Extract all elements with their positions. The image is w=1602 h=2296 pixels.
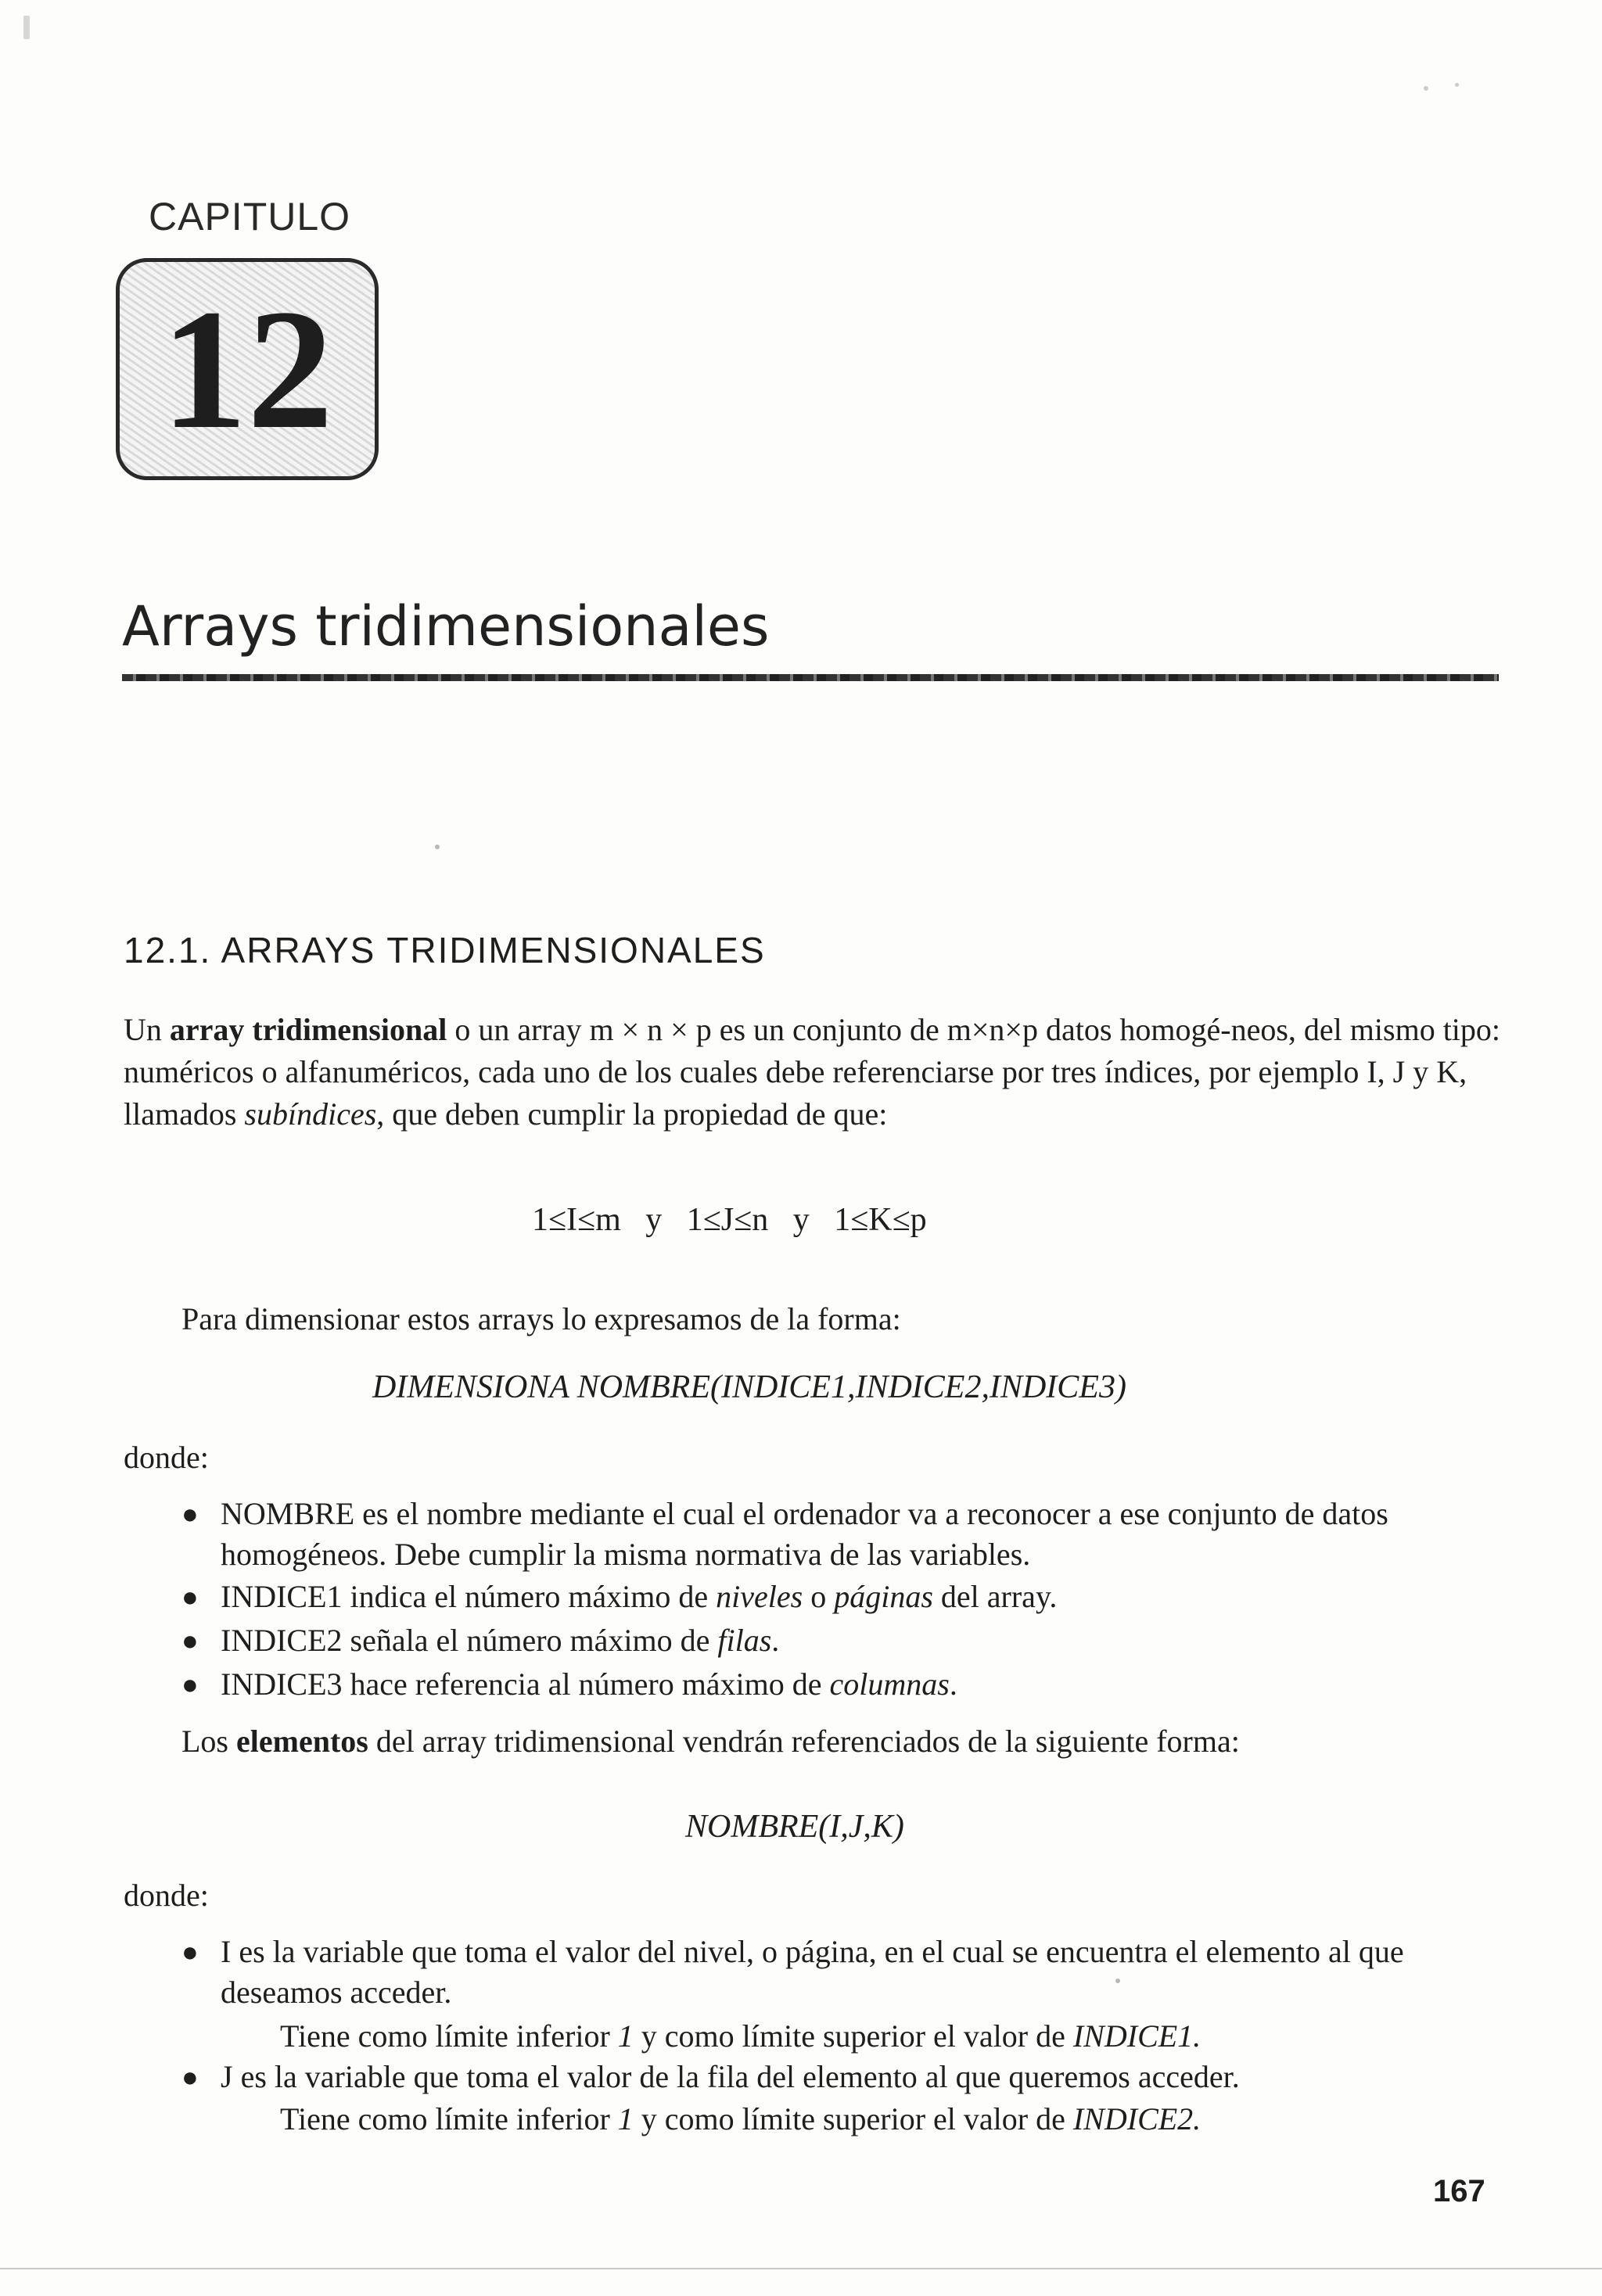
chapter-label: CAPITULO: [149, 195, 351, 239]
elements-text: Los: [181, 1724, 236, 1759]
dimension-formula: DIMENSIONA NOMBRE(INDICE1,INDICE2,INDICE3): [372, 1369, 1126, 1405]
bullet-text: .: [771, 1623, 780, 1658]
bullet-text: o: [803, 1579, 835, 1614]
list-item: [181, 2057, 1511, 2097]
scan-speck: [1455, 83, 1459, 87]
intro-paragraph: [124, 1009, 1516, 1135]
scan-speck: [1424, 86, 1428, 91]
elements-text: del array tridimensional vendrán referenciados de la siguiente forma:: [368, 1724, 1240, 1759]
section-heading: 12.1. ARRAYS TRIDIMENSIONALES: [124, 930, 766, 970]
bullet-dot: ●: [181, 1581, 199, 1613]
list-item: [181, 1664, 1511, 1705]
bottom-rule: [0, 2268, 1602, 2269]
subline-value: 1: [617, 2018, 634, 2054]
subline-term: INDICE1.: [1072, 2018, 1202, 2054]
bullet-term: niveles: [716, 1579, 803, 1614]
inequality-formula: 1≤I≤m y 1≤J≤n y 1≤K≤p: [532, 1202, 927, 1238]
subline-text: Tiene como límite inferior: [280, 2101, 618, 2136]
elements-intro: [181, 1720, 1511, 1763]
subline-value: 1: [617, 2101, 634, 2136]
bullet-dot: ●: [181, 1936, 199, 1968]
bullet-text: J es la variable que toma el valor de la fila del elemento al que queremos acceder.: [221, 2059, 1240, 2094]
subline-text: Tiene como límite inferior: [280, 2018, 618, 2054]
element-formula: NOMBRE(I,J,K): [685, 1809, 904, 1845]
subline-text: y como límite superior el valor de: [633, 2101, 1073, 2136]
bullet-dot: ●: [181, 1625, 199, 1656]
list-item: [181, 1932, 1511, 2013]
bullet-subline: [280, 2099, 1201, 2140]
bullet-term: columnas: [829, 1666, 950, 1702]
intro-text: Un: [124, 1012, 170, 1047]
scan-speck: [435, 845, 440, 849]
subline-term: INDICE2.: [1072, 2101, 1202, 2136]
bullet-dot: ●: [181, 2061, 199, 2093]
intro-term-italic: subíndices: [244, 1096, 377, 1132]
bullet-text: del array.: [932, 1579, 1058, 1614]
dimension-intro: Para dimensionar estos arrays lo expresamos de la forma:: [181, 1301, 901, 1336]
chapter-title: Arrays tridimensionales: [122, 594, 770, 658]
bullet-text: INDICE2 señala el número máximo de: [221, 1623, 718, 1658]
donde-label: donde:: [124, 1440, 209, 1475]
elements-term: elementos: [236, 1724, 368, 1759]
page-number: 167: [1433, 2174, 1485, 2208]
list-item: [181, 1620, 1511, 1661]
intro-text: o un array m × n × p es un conjunto de m×n×p datos homogé-neos, del mismo tipo: numéricos o alfanuméricos, cada uno de los cuales debe referenciarse por tres índices, por ejemplo I, J y K, llamados: [124, 1012, 1501, 1132]
intro-term: array tridimensional: [169, 1012, 447, 1047]
title-rule: [122, 674, 1499, 681]
donde-label: donde:: [124, 1878, 209, 1913]
bullet-dot: ●: [181, 1669, 199, 1700]
bullet-text: .: [949, 1666, 957, 1702]
chapter-number: 12: [161, 274, 333, 465]
bullet-subline: [280, 2016, 1201, 2057]
bullet-text: I es la variable que toma el valor del nivel, o página, en el cual se encuentra el elemento al que deseamos acceder.: [221, 1934, 1404, 2010]
scan-speck: [23, 16, 30, 39]
subline-text: y como límite superior el valor de: [633, 2018, 1073, 2054]
list-item: [181, 1494, 1511, 1575]
bullet-term: páginas: [834, 1579, 933, 1614]
chapter-number-badge: [116, 258, 379, 480]
list-item: [181, 1577, 1511, 1617]
bullet-text: NOMBRE es el nombre mediante el cual el ordenador va a reconocer a ese conjunto de datos homogéneos. Debe cumplir la misma normativa de las variables.: [221, 1496, 1388, 1572]
intro-text: , que deben cumplir la propiedad de que:: [376, 1096, 888, 1132]
bullet-dot: ●: [181, 1498, 199, 1530]
bullet-term: filas: [717, 1623, 772, 1658]
bullet-text: INDICE3 hace referencia al número máximo de: [221, 1666, 830, 1702]
bullet-text: INDICE1 indica el número máximo de: [221, 1579, 717, 1614]
